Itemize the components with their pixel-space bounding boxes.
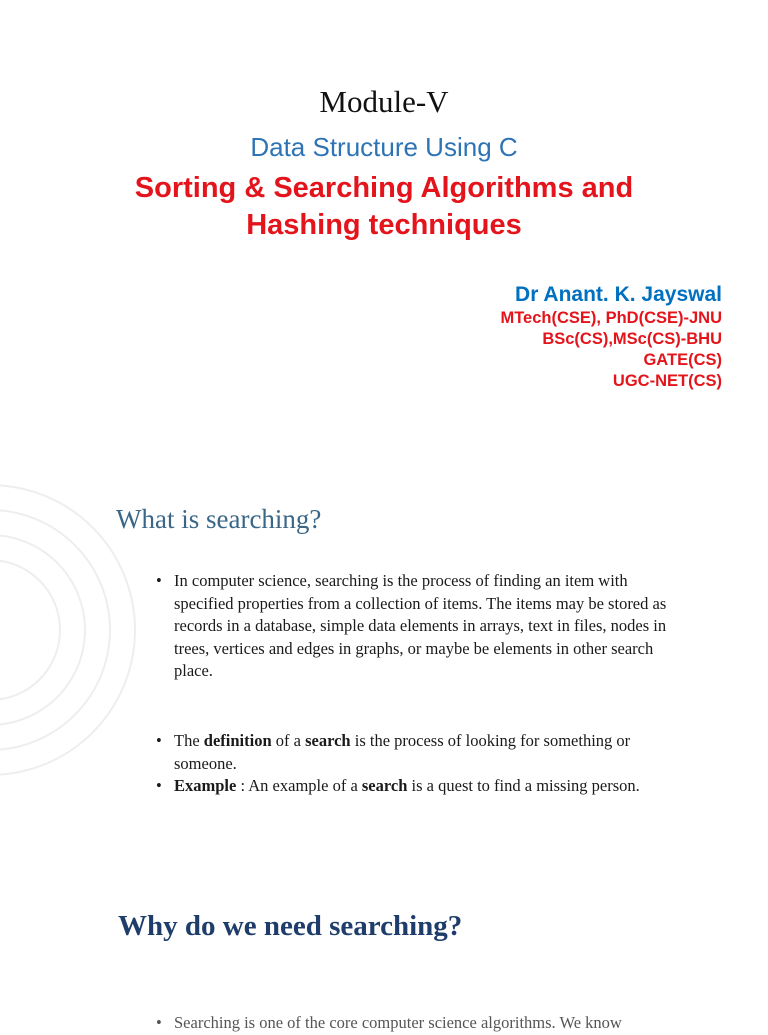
bullet-text: is a quest to find a missing person.: [407, 776, 640, 795]
heading-why-searching: Why do we need searching?: [118, 910, 463, 942]
bullet-list: [150, 1012, 670, 1035]
bold-term: search: [361, 776, 408, 795]
bullet-dot: •: [156, 731, 162, 750]
bullet-text: : An example of a: [236, 776, 362, 795]
list-item: [150, 730, 670, 775]
bullet-dot: •: [156, 571, 162, 590]
author-credential: GATE(CS): [643, 351, 722, 369]
list-item: [150, 775, 670, 798]
bullet-text: The: [174, 731, 204, 750]
bullet-text: Searching is one of the core computer science algorithms. We know: [174, 1013, 622, 1032]
slide-title-line-1: Sorting & Searching Algorithms and: [134, 172, 634, 204]
bold-term: definition: [203, 731, 272, 750]
module-label: Module-V: [319, 84, 449, 119]
bullet-dot: •: [156, 776, 162, 795]
author-name: Dr Anant. K. Jayswal: [515, 283, 722, 306]
list-item: [150, 570, 670, 683]
bullet-text: In computer science, searching is the process of finding an item with specified properties from a collection of items. The items may be stored as records in a database, simple data elements in arrays, text in files, nodes in trees, vertices and edges in graphs, or maybe be elements in other search place.: [174, 571, 667, 680]
bold-term: search: [305, 731, 351, 750]
bullet-list: [150, 730, 670, 798]
title-slide: [0, 0, 768, 420]
bold-term: Example: [174, 776, 237, 795]
list-item: [150, 1012, 670, 1035]
course-title: Data Structure Using C: [250, 132, 518, 162]
bullet-text: is the process of looking for something or someone.: [174, 731, 631, 773]
bullet-dot: •: [156, 1013, 162, 1032]
author-credential: MTech(CSE), PhD(CSE)-JNU: [500, 309, 722, 327]
author-credential: UGC-NET(CS): [612, 372, 722, 390]
slide-title-line-2: Hashing techniques: [246, 209, 522, 241]
bullet-list: [150, 570, 670, 683]
slide-title: [40, 170, 728, 244]
bullet-text: of a: [271, 731, 306, 750]
heading-what-is-searching: What is searching?: [116, 504, 322, 534]
author-block: [500, 282, 722, 392]
author-credential: BSc(CS),MSc(CS)-BHU: [542, 330, 722, 348]
